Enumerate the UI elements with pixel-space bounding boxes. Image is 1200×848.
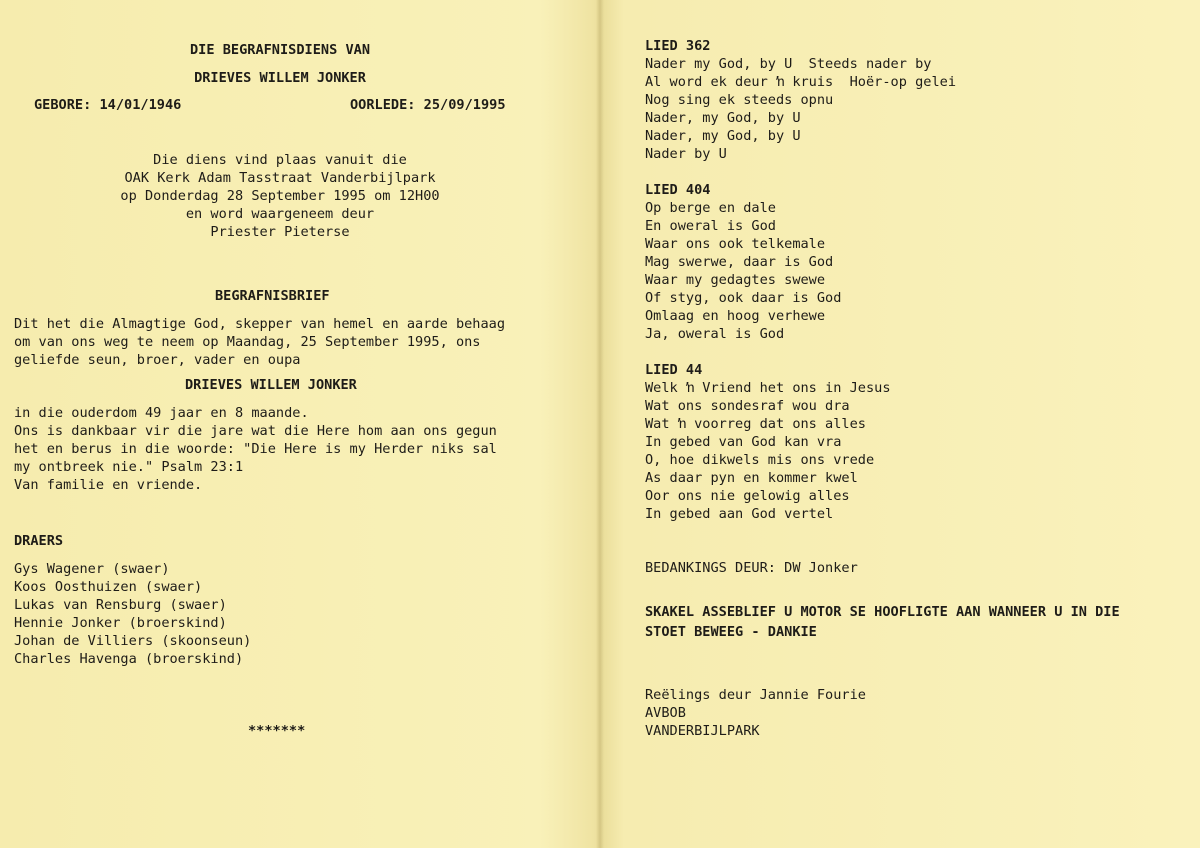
hymn-line: As daar pyn en kommer kwel [645,470,858,486]
service-line: Priester Pieterse [210,224,350,240]
hymn-line: O, hoe dikwels mis ons vrede [645,452,875,468]
hymn-line: Ja, oweral is God [645,326,785,342]
hymn-line: Mag swerwe, daar is God [645,254,834,270]
hymn-line: In gebed aan God vertel [645,506,834,522]
letter-line: geliefde seun, broer, vader en oupa [14,352,301,368]
hymn-line: Nader, my God, by U [645,128,801,144]
death-date: OORLEDE: 25/09/1995 [350,97,506,113]
letter-line: om van ons weg te neem op Maandag, 25 September 1995, ons [14,334,481,350]
hymn-line: Nader by U [645,146,727,162]
hymn-title: LIED 44 [645,362,703,378]
service-line: op Donderdag 28 September 1995 om 12H00 [120,188,440,204]
hymn-line: Waar my gedagtes swewe [645,272,826,288]
service-title: DIE BEGRAFNISDIENS VAN [189,42,371,58]
letter-line: Ons is dankbaar vir die jare wat die Here hom aan ons gegun [14,423,497,439]
closing-stars: ******* [248,723,306,739]
hymn-line: Wat ons sondesraf wou dra [645,398,850,414]
arrangements-line: AVBOB [645,705,686,721]
bearer-item: Koos Oosthuizen (swaer) [14,579,203,595]
hymn-line: Omlaag en hoog verhewe [645,308,826,324]
arrangements-line: Reëlings deur Jannie Fourie [645,687,866,703]
letter-line: Dit het die Almagtige God, skepper van hemel en aarde behaag [14,316,506,332]
thanks-line: BEDANKINGS DEUR: DW Jonker [645,560,858,576]
hymn-title: LIED 362 [645,38,711,54]
hymn-line: Oor ons nie gelowig alles [645,488,850,504]
service-line: Die diens vind plaas vanuit die [153,152,407,168]
bearer-item: Hennie Jonker (broerskind) [14,615,227,631]
hymn-line: Waar ons ook telkemale [645,236,826,252]
bearers-heading: DRAERS [14,533,64,549]
bearer-item: Johan de Villiers (skoonseun) [14,633,252,649]
hymn-line: Nader my God, by U Steeds nader by [645,56,932,72]
hymn-line: Al word ek deur ŉ kruis Hoër-op gelei [645,74,956,90]
bearer-item: Lukas van Rensburg (swaer) [14,597,227,613]
hymn-line: Op berge en dale [645,200,776,216]
hymn-line: Nog sing ek steeds opnu [645,92,834,108]
letter-heading: BEGRAFNISBRIEF [215,288,330,304]
letter-line: het en berus in die woorde: "Die Here is my Herder niks sal [14,441,497,457]
letter-name: DRIEVES WILLEM JONKER [185,377,357,393]
notice-line: SKAKEL ASSEBLIEF U MOTOR SE HOOFLIGTE AAN WANNEER U IN DIE [645,604,1120,620]
bearer-item: Charles Havenga (broerskind) [14,651,244,667]
letter-line: in die ouderdom 49 jaar en 8 maande. [14,405,309,421]
notice-line: STOET BEWEEG - DANKIE [645,624,817,640]
hymn-line: Nader, my God, by U [645,110,801,126]
hymn-line: In gebed van God kan vra [645,434,842,450]
birth-date: GEBORE: 14/01/1946 [34,97,182,113]
deceased-name: DRIEVES WILLEM JONKER [194,70,366,86]
hymn-title: LIED 404 [645,182,711,198]
hymn-line: Wat ŉ voorreg dat ons alles [645,416,866,432]
center-fold [596,0,604,848]
service-line: OAK Kerk Adam Tasstraat Vanderbijlpark [124,170,436,186]
arrangements-line: VANDERBIJLPARK [645,723,760,739]
hymn-line: Of styg, ook daar is God [645,290,842,306]
letter-line: Van familie en vriende. [14,477,203,493]
service-line: en word waargeneem deur [185,206,375,222]
letter-line: my ontbreek nie." Psalm 23:1 [14,459,244,475]
hymn-line: En oweral is God [645,218,776,234]
bearer-item: Gys Wagener (swaer) [14,561,170,577]
hymn-line: Welk ŉ Vriend het ons in Jesus [645,380,891,396]
